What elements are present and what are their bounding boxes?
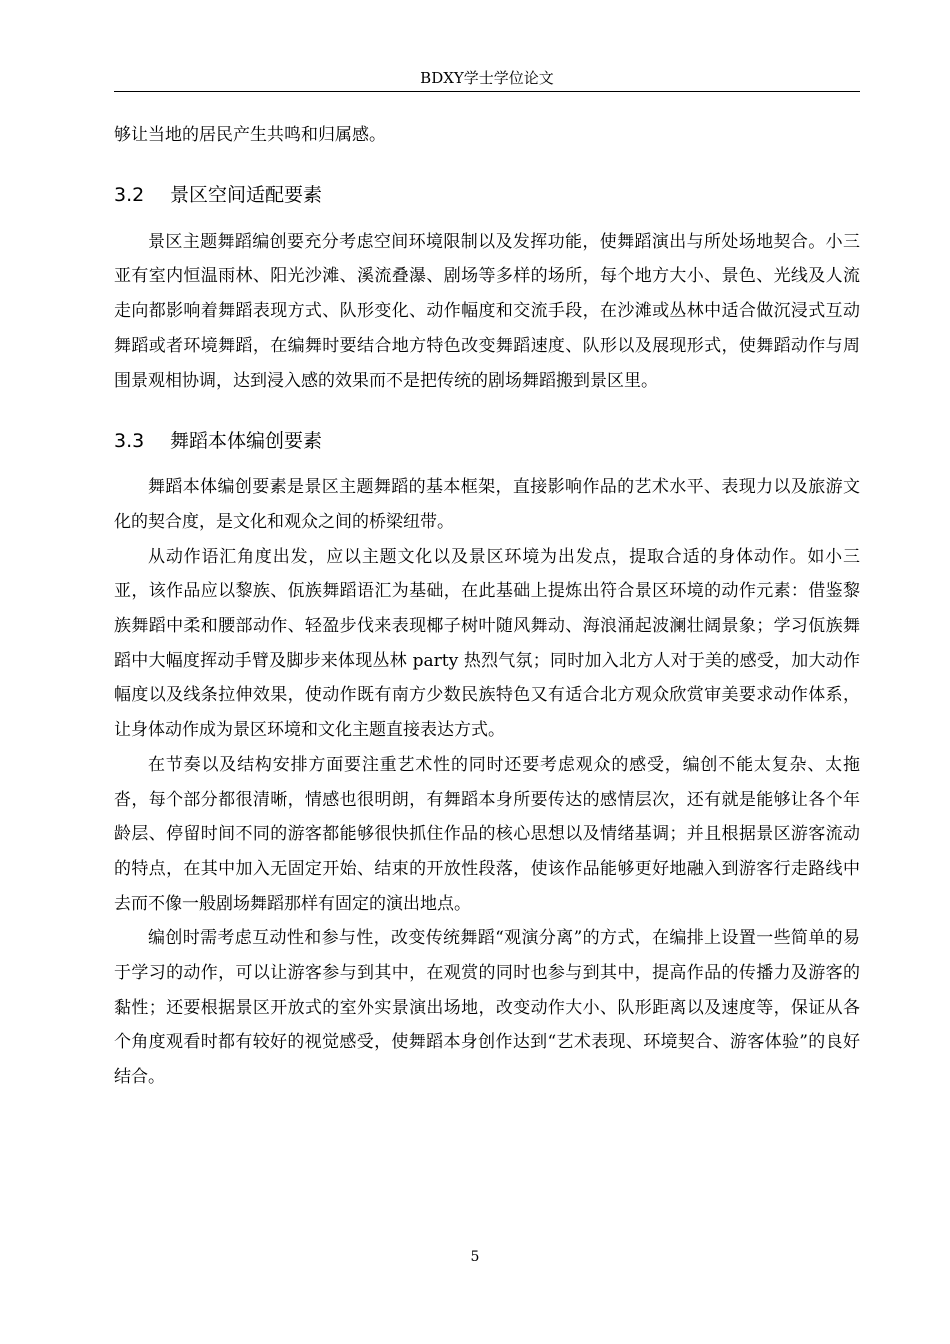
paragraph-interactivity: 编创时需考虑互动性和参与性，改变传统舞蹈“观演分离”的方式，在编排上设置一些简单的易于学习的动作，可以让游客参与到其中，在观赏的同时也参与到其中，提高作品的传播力及游客的黏性；还要根据景区开放式的室外实景演出场地，改变动作大小、队形距离以及速度等，保证从各个角度观看时都有较好的视觉感受，使舞蹈本身创作达到“艺术表现、环境契合、游客体验”的良好结合。 bbox=[114, 928, 860, 1088]
running-header: BDXY学士学位论文 bbox=[420, 69, 554, 87]
header-rule bbox=[114, 91, 860, 92]
section-heading-3-2 bbox=[114, 183, 860, 207]
page-body bbox=[114, 118, 860, 1095]
section-title: 景区空间适配要素 bbox=[170, 183, 323, 206]
paragraph-dance-elements-intro: 舞蹈本体编创要素是景区主题舞蹈的基本框架，直接影响作品的艺术水平、表现力以及旅游文化的契合度，是文化和观众之间的桥梁纽带。 bbox=[114, 477, 860, 532]
section-number: 3.3 bbox=[114, 430, 145, 453]
paragraph-continued: 够让当地的居民产生共鸣和归属感。 bbox=[114, 125, 386, 145]
page-number: 5 bbox=[470, 1249, 480, 1265]
section-title: 舞蹈本体编创要素 bbox=[170, 430, 323, 453]
paragraph-movement-vocabulary: 从动作语汇角度出发，应以主题文化以及景区环境为出发点，提取合适的身体动作。如小三亚，该作品应以黎族、佤族舞蹈语汇为基础，在此基础上提炼出符合景区环境的动作元素：借鉴黎族舞蹈中柔和腰部动作、轻盈步伐来表现椰子树叶随风舞动、海浪涌起波澜壮阔景象；学习佤族舞蹈中大幅度挥动手臂及脚步来体现丛林 party 热烈气氛；同时加入北方人对于美的感受，加大动作幅度以及线条拉伸效果，使动作既有南方少数民族特色又有适合北方观众欣赏审美要求动作体系，让身体动作成为景区环境和文化主题直接表达方式。 bbox=[114, 546, 860, 741]
paragraph-spatial-adaptation: 景区主题舞蹈编创要充分考虑空间环境限制以及发挥功能，使舞蹈演出与所处场地契合。小三亚有室内恒温雨林、阳光沙滩、溪流叠瀑、剧场等多样的场所，每个地方大小、景色、光线及人流走向都影响着舞蹈表现方式、队形变化、动作幅度和交流手段，在沙滩或丛林中适合做沉浸式互动舞蹈或者环境舞蹈，在编舞时要结合地方特色改变舞蹈速度、队形以及展现形式，使舞蹈动作与周围景观相协调，达到浸入感的效果而不是把传统的剧场舞蹈搬到景区里。 bbox=[114, 231, 860, 391]
paragraph-rhythm-structure: 在节奏以及结构安排方面要注重艺术性的同时还要考虑观众的感受，编创不能太复杂、太拖沓，每个部分都很清晰，情感也很明朗，有舞蹈本身所要传达的感情层次，还有就是能够让各个年龄层、停留时间不同的游客都能够很快抓住作品的核心思想以及情绪基调；并且根据景区游客流动的特点，在其中加入无固定开始、结束的开放性段落，使该作品能够更好地融入到游客行走路线中去而不像一般剧场舞蹈那样有固定的演出地点。 bbox=[114, 754, 860, 914]
section-heading-3-3 bbox=[114, 429, 860, 453]
section-number: 3.2 bbox=[114, 183, 145, 206]
